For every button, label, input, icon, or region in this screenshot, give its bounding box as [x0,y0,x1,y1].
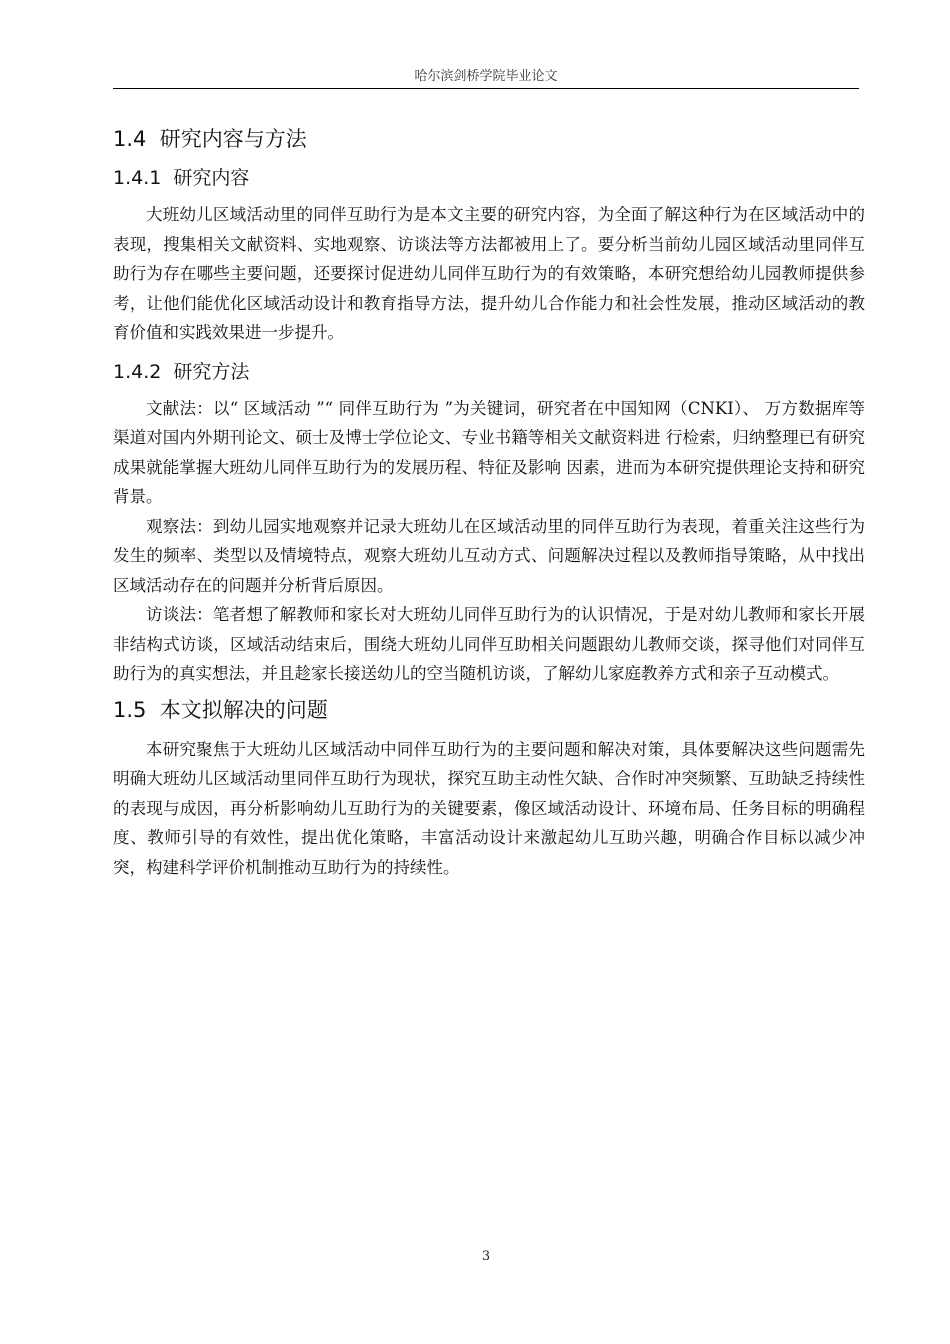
paragraph-research-content: 大班幼儿区域活动里的同伴互助行为是本文主要的研究内容，为全面了解这种行为在区域活动中的表现，搜集相关文献资料、实地观察、访谈法等方法都被用上了。要分析当前幼儿园区域活动里同伴互助行为存在哪些主要问题，还要探讨促进幼儿同伴互助行为的有效策略，本研究想给幼儿园教师提供参考，让他们能优化区域活动设计和教育指导方法，提升幼儿合作能力和社会性发展，推动区域活动的教育价值和实践效果进一步提升。 [113,205,865,342]
page-number: 3 [481,1249,491,1264]
header-divider [113,88,859,89]
page-header: 哈尔滨剑桥学院毕业论文 [414,69,558,84]
paragraph-problems-to-solve: 本研究聚焦于大班幼儿区域活动中同伴互助行为的主要问题和解决对策，具体要解决这些问题需先明确大班幼儿区域活动里同伴互助行为现状，探究互助主动性欠缺、合作时冲突频繁、互助缺乏持续性的表现与成因，再分析影响幼儿互助行为的关键要素，像区域活动设计、环境布局、任务目标的明确程度、教师引导的有效性，提出优化策略，丰富活动设计来激起幼儿互助兴趣，明确合作目标以减少冲突，构建科学评价机制推动互助行为的持续性。 [113,739,865,877]
subsection-heading-1-4-2: 1.4.2 研究方法 [113,360,250,383]
paragraph-literature-method: 文献法：以“ 区域活动 ”“ 同伴互助行为 ”为关键词，研究者在中国知网（CNKI）、 万方数据库等渠道对国内外期刊论文、硕士及博士学位论文、专业书籍等相关文献资料进 行检索，归纳整理已有研究成果就能掌握大班幼儿同伴互助行为的发展历程、特征及影响 因素，进而为本研究提供理论支持和研究背景。 [113,398,865,506]
paragraph-observation-method: 观察法：到幼儿园实地观察并记录大班幼儿在区域活动里的同伴互助行为表现，着重关注这些行为发生的频率、类型以及情境特点，观察大班幼儿互动方式、问题解决过程以及教师指导策略，从中找出区域活动存在的问题并分析背后原因。 [113,516,865,595]
document-body [113,118,865,882]
subsection-heading-1-4-1: 1.4.1 研究内容 [113,167,250,189]
section-heading-1-4: 1.4 研究内容与方法 [113,127,307,151]
paragraph-interview-method: 访谈法：笔者想了解教师和家长对大班幼儿同伴互助行为的认识情况，于是对幼儿教师和家长开展非结构式访谈，区域活动结束后，围绕大班幼儿同伴互助相关问题跟幼儿教师交谈，探寻他们对同伴互助行为的真实想法，并且趁家长接送幼儿的空当随机访谈，了解幼儿家庭教养方式和亲子互动模式。 [113,605,865,683]
section-heading-1-5: 1.5 本文拟解决的问题 [113,697,328,722]
